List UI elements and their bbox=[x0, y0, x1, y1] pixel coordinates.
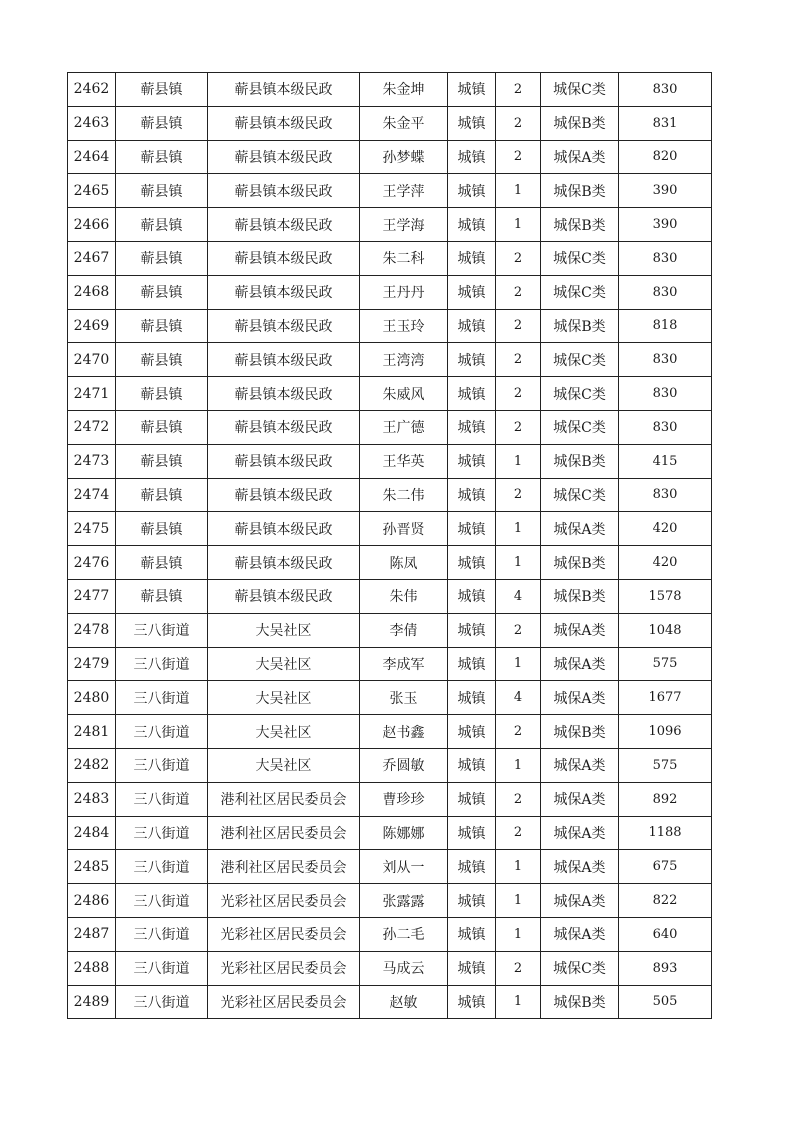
name-cell: 孙梦蝶 bbox=[360, 140, 448, 174]
name-cell: 朱金平 bbox=[360, 106, 448, 140]
serial-number-cell: 2465 bbox=[68, 174, 116, 208]
assistance-category-cell: 城保A类 bbox=[541, 512, 619, 546]
household-type-cell: 城镇 bbox=[448, 140, 496, 174]
assistance-category-cell: 城保B类 bbox=[541, 579, 619, 613]
assistance-category-cell: 城保A类 bbox=[541, 816, 619, 850]
serial-number-cell: 2471 bbox=[68, 377, 116, 411]
table-row bbox=[68, 444, 712, 478]
community-cell: 港利社区居民委员会 bbox=[208, 850, 360, 884]
assistance-category-cell: 城保A类 bbox=[541, 917, 619, 951]
assistance-category-cell: 城保A类 bbox=[541, 681, 619, 715]
town-cell: 三八街道 bbox=[116, 681, 208, 715]
table-row bbox=[68, 917, 712, 951]
table-row bbox=[68, 512, 712, 546]
household-size-cell: 2 bbox=[496, 309, 541, 343]
household-type-cell: 城镇 bbox=[448, 241, 496, 275]
table-row bbox=[68, 343, 712, 377]
town-cell: 蕲县镇 bbox=[116, 106, 208, 140]
name-cell: 王学海 bbox=[360, 208, 448, 242]
amount-cell: 822 bbox=[619, 884, 712, 918]
serial-number-cell: 2482 bbox=[68, 748, 116, 782]
assistance-category-cell: 城保B类 bbox=[541, 309, 619, 343]
name-cell: 朱二科 bbox=[360, 241, 448, 275]
table-row bbox=[68, 782, 712, 816]
town-cell: 蕲县镇 bbox=[116, 444, 208, 478]
household-type-cell: 城镇 bbox=[448, 748, 496, 782]
household-type-cell: 城镇 bbox=[448, 73, 496, 107]
serial-number-cell: 2472 bbox=[68, 410, 116, 444]
town-cell: 蕲县镇 bbox=[116, 309, 208, 343]
assistance-category-cell: 城保C类 bbox=[541, 377, 619, 411]
town-cell: 蕲县镇 bbox=[116, 512, 208, 546]
town-cell: 三八街道 bbox=[116, 816, 208, 850]
community-cell: 光彩社区居民委员会 bbox=[208, 884, 360, 918]
household-type-cell: 城镇 bbox=[448, 309, 496, 343]
town-cell: 三八街道 bbox=[116, 884, 208, 918]
table-row bbox=[68, 174, 712, 208]
amount-cell: 830 bbox=[619, 73, 712, 107]
household-size-cell: 2 bbox=[496, 73, 541, 107]
name-cell: 孙二毛 bbox=[360, 917, 448, 951]
assistance-category-cell: 城保C类 bbox=[541, 951, 619, 985]
household-size-cell: 1 bbox=[496, 850, 541, 884]
name-cell: 张玉 bbox=[360, 681, 448, 715]
household-size-cell: 2 bbox=[496, 106, 541, 140]
assistance-category-cell: 城保A类 bbox=[541, 647, 619, 681]
household-type-cell: 城镇 bbox=[448, 782, 496, 816]
household-size-cell: 2 bbox=[496, 241, 541, 275]
community-cell: 蕲县镇本级民政 bbox=[208, 275, 360, 309]
table-row bbox=[68, 850, 712, 884]
amount-cell: 830 bbox=[619, 275, 712, 309]
assistance-category-cell: 城保A类 bbox=[541, 782, 619, 816]
serial-number-cell: 2478 bbox=[68, 613, 116, 647]
assistance-category-cell: 城保A类 bbox=[541, 850, 619, 884]
table-row bbox=[68, 377, 712, 411]
table-row bbox=[68, 73, 712, 107]
household-type-cell: 城镇 bbox=[448, 917, 496, 951]
name-cell: 赵书鑫 bbox=[360, 715, 448, 749]
town-cell: 蕲县镇 bbox=[116, 478, 208, 512]
household-size-cell: 1 bbox=[496, 208, 541, 242]
serial-number-cell: 2479 bbox=[68, 647, 116, 681]
town-cell: 蕲县镇 bbox=[116, 241, 208, 275]
household-type-cell: 城镇 bbox=[448, 174, 496, 208]
amount-cell: 1578 bbox=[619, 579, 712, 613]
serial-number-cell: 2468 bbox=[68, 275, 116, 309]
serial-number-cell: 2475 bbox=[68, 512, 116, 546]
table-row bbox=[68, 681, 712, 715]
name-cell: 张露露 bbox=[360, 884, 448, 918]
table-row bbox=[68, 748, 712, 782]
table-row bbox=[68, 715, 712, 749]
amount-cell: 831 bbox=[619, 106, 712, 140]
community-cell: 大吴社区 bbox=[208, 681, 360, 715]
name-cell: 李成军 bbox=[360, 647, 448, 681]
table-row bbox=[68, 613, 712, 647]
amount-cell: 893 bbox=[619, 951, 712, 985]
table-row bbox=[68, 275, 712, 309]
name-cell: 曹珍珍 bbox=[360, 782, 448, 816]
serial-number-cell: 2480 bbox=[68, 681, 116, 715]
town-cell: 三八街道 bbox=[116, 613, 208, 647]
town-cell: 蕲县镇 bbox=[116, 73, 208, 107]
amount-cell: 390 bbox=[619, 174, 712, 208]
table-row bbox=[68, 647, 712, 681]
serial-number-cell: 2484 bbox=[68, 816, 116, 850]
community-cell: 蕲县镇本级民政 bbox=[208, 106, 360, 140]
household-size-cell: 2 bbox=[496, 343, 541, 377]
household-type-cell: 城镇 bbox=[448, 512, 496, 546]
community-cell: 蕲县镇本级民政 bbox=[208, 478, 360, 512]
town-cell: 三八街道 bbox=[116, 985, 208, 1019]
serial-number-cell: 2486 bbox=[68, 884, 116, 918]
amount-cell: 415 bbox=[619, 444, 712, 478]
town-cell: 蕲县镇 bbox=[116, 208, 208, 242]
household-type-cell: 城镇 bbox=[448, 985, 496, 1019]
table-row bbox=[68, 410, 712, 444]
table-row bbox=[68, 985, 712, 1019]
serial-number-cell: 2481 bbox=[68, 715, 116, 749]
household-size-cell: 1 bbox=[496, 512, 541, 546]
assistance-category-cell: 城保B类 bbox=[541, 174, 619, 208]
household-size-cell: 2 bbox=[496, 478, 541, 512]
community-cell: 光彩社区居民委员会 bbox=[208, 917, 360, 951]
name-cell: 王湾湾 bbox=[360, 343, 448, 377]
town-cell: 蕲县镇 bbox=[116, 377, 208, 411]
household-type-cell: 城镇 bbox=[448, 208, 496, 242]
household-size-cell: 1 bbox=[496, 917, 541, 951]
name-cell: 朱二伟 bbox=[360, 478, 448, 512]
household-size-cell: 1 bbox=[496, 174, 541, 208]
household-type-cell: 城镇 bbox=[448, 681, 496, 715]
community-cell: 蕲县镇本级民政 bbox=[208, 512, 360, 546]
household-size-cell: 1 bbox=[496, 546, 541, 580]
household-size-cell: 1 bbox=[496, 647, 541, 681]
household-type-cell: 城镇 bbox=[448, 343, 496, 377]
assistance-category-cell: 城保C类 bbox=[541, 275, 619, 309]
household-size-cell: 4 bbox=[496, 579, 541, 613]
assistance-category-cell: 城保A类 bbox=[541, 884, 619, 918]
table-row bbox=[68, 241, 712, 275]
name-cell: 马成云 bbox=[360, 951, 448, 985]
serial-number-cell: 2467 bbox=[68, 241, 116, 275]
community-cell: 蕲县镇本级民政 bbox=[208, 241, 360, 275]
town-cell: 三八街道 bbox=[116, 715, 208, 749]
amount-cell: 420 bbox=[619, 512, 712, 546]
household-type-cell: 城镇 bbox=[448, 715, 496, 749]
amount-cell: 818 bbox=[619, 309, 712, 343]
serial-number-cell: 2483 bbox=[68, 782, 116, 816]
town-cell: 蕲县镇 bbox=[116, 546, 208, 580]
community-cell: 蕲县镇本级民政 bbox=[208, 444, 360, 478]
serial-number-cell: 2463 bbox=[68, 106, 116, 140]
name-cell: 朱威风 bbox=[360, 377, 448, 411]
town-cell: 三八街道 bbox=[116, 647, 208, 681]
serial-number-cell: 2464 bbox=[68, 140, 116, 174]
household-size-cell: 1 bbox=[496, 884, 541, 918]
table-row bbox=[68, 106, 712, 140]
community-cell: 大吴社区 bbox=[208, 613, 360, 647]
household-type-cell: 城镇 bbox=[448, 444, 496, 478]
name-cell: 刘从一 bbox=[360, 850, 448, 884]
assistance-category-cell: 城保B类 bbox=[541, 546, 619, 580]
assistance-category-cell: 城保C类 bbox=[541, 410, 619, 444]
community-cell: 港利社区居民委员会 bbox=[208, 782, 360, 816]
assistance-category-cell: 城保B类 bbox=[541, 444, 619, 478]
amount-cell: 390 bbox=[619, 208, 712, 242]
name-cell: 陈娜娜 bbox=[360, 816, 448, 850]
amount-cell: 820 bbox=[619, 140, 712, 174]
household-size-cell: 4 bbox=[496, 681, 541, 715]
community-cell: 大吴社区 bbox=[208, 715, 360, 749]
serial-number-cell: 2474 bbox=[68, 478, 116, 512]
household-type-cell: 城镇 bbox=[448, 410, 496, 444]
community-cell: 蕲县镇本级民政 bbox=[208, 208, 360, 242]
table-row bbox=[68, 208, 712, 242]
town-cell: 蕲县镇 bbox=[116, 410, 208, 444]
name-cell: 王玉玲 bbox=[360, 309, 448, 343]
serial-number-cell: 2476 bbox=[68, 546, 116, 580]
assistance-category-cell: 城保C类 bbox=[541, 343, 619, 377]
household-size-cell: 2 bbox=[496, 275, 541, 309]
name-cell: 陈凤 bbox=[360, 546, 448, 580]
serial-number-cell: 2487 bbox=[68, 917, 116, 951]
town-cell: 三八街道 bbox=[116, 917, 208, 951]
community-cell: 蕲县镇本级民政 bbox=[208, 140, 360, 174]
name-cell: 朱伟 bbox=[360, 579, 448, 613]
town-cell: 蕲县镇 bbox=[116, 579, 208, 613]
household-size-cell: 2 bbox=[496, 715, 541, 749]
serial-number-cell: 2462 bbox=[68, 73, 116, 107]
name-cell: 王华英 bbox=[360, 444, 448, 478]
amount-cell: 420 bbox=[619, 546, 712, 580]
community-cell: 港利社区居民委员会 bbox=[208, 816, 360, 850]
assistance-category-cell: 城保A类 bbox=[541, 613, 619, 647]
amount-cell: 830 bbox=[619, 241, 712, 275]
amount-cell: 675 bbox=[619, 850, 712, 884]
town-cell: 三八街道 bbox=[116, 748, 208, 782]
assistance-category-cell: 城保C类 bbox=[541, 73, 619, 107]
community-cell: 蕲县镇本级民政 bbox=[208, 410, 360, 444]
amount-cell: 1677 bbox=[619, 681, 712, 715]
town-cell: 蕲县镇 bbox=[116, 275, 208, 309]
household-type-cell: 城镇 bbox=[448, 377, 496, 411]
assistance-category-cell: 城保B类 bbox=[541, 106, 619, 140]
name-cell: 朱金坤 bbox=[360, 73, 448, 107]
table-row bbox=[68, 579, 712, 613]
community-cell: 蕲县镇本级民政 bbox=[208, 377, 360, 411]
town-cell: 蕲县镇 bbox=[116, 140, 208, 174]
name-cell: 王丹丹 bbox=[360, 275, 448, 309]
assistance-category-cell: 城保B类 bbox=[541, 715, 619, 749]
community-cell: 蕲县镇本级民政 bbox=[208, 343, 360, 377]
table-body bbox=[68, 73, 712, 1019]
amount-cell: 892 bbox=[619, 782, 712, 816]
household-size-cell: 2 bbox=[496, 410, 541, 444]
assistance-category-cell: 城保C类 bbox=[541, 241, 619, 275]
table-row bbox=[68, 816, 712, 850]
serial-number-cell: 2485 bbox=[68, 850, 116, 884]
roster-table bbox=[67, 72, 712, 1019]
serial-number-cell: 2488 bbox=[68, 951, 116, 985]
amount-cell: 830 bbox=[619, 343, 712, 377]
household-type-cell: 城镇 bbox=[448, 579, 496, 613]
amount-cell: 1048 bbox=[619, 613, 712, 647]
serial-number-cell: 2470 bbox=[68, 343, 116, 377]
amount-cell: 1188 bbox=[619, 816, 712, 850]
community-cell: 蕲县镇本级民政 bbox=[208, 309, 360, 343]
community-cell: 蕲县镇本级民政 bbox=[208, 73, 360, 107]
town-cell: 三八街道 bbox=[116, 951, 208, 985]
community-cell: 大吴社区 bbox=[208, 647, 360, 681]
amount-cell: 575 bbox=[619, 647, 712, 681]
community-cell: 蕲县镇本级民政 bbox=[208, 546, 360, 580]
community-cell: 光彩社区居民委员会 bbox=[208, 951, 360, 985]
household-type-cell: 城镇 bbox=[448, 106, 496, 140]
serial-number-cell: 2477 bbox=[68, 579, 116, 613]
community-cell: 光彩社区居民委员会 bbox=[208, 985, 360, 1019]
name-cell: 赵敏 bbox=[360, 985, 448, 1019]
community-cell: 蕲县镇本级民政 bbox=[208, 174, 360, 208]
household-size-cell: 2 bbox=[496, 782, 541, 816]
household-type-cell: 城镇 bbox=[448, 850, 496, 884]
household-type-cell: 城镇 bbox=[448, 647, 496, 681]
household-type-cell: 城镇 bbox=[448, 951, 496, 985]
table-row bbox=[68, 546, 712, 580]
name-cell: 王广德 bbox=[360, 410, 448, 444]
community-cell: 蕲县镇本级民政 bbox=[208, 579, 360, 613]
household-size-cell: 1 bbox=[496, 444, 541, 478]
name-cell: 李倩 bbox=[360, 613, 448, 647]
household-type-cell: 城镇 bbox=[448, 275, 496, 309]
town-cell: 蕲县镇 bbox=[116, 174, 208, 208]
household-type-cell: 城镇 bbox=[448, 546, 496, 580]
amount-cell: 575 bbox=[619, 748, 712, 782]
town-cell: 三八街道 bbox=[116, 782, 208, 816]
assistance-category-cell: 城保A类 bbox=[541, 140, 619, 174]
assistance-category-cell: 城保B类 bbox=[541, 208, 619, 242]
assistance-category-cell: 城保C类 bbox=[541, 478, 619, 512]
name-cell: 孙晋贤 bbox=[360, 512, 448, 546]
serial-number-cell: 2466 bbox=[68, 208, 116, 242]
amount-cell: 1096 bbox=[619, 715, 712, 749]
assistance-category-cell: 城保A类 bbox=[541, 748, 619, 782]
table-row bbox=[68, 478, 712, 512]
amount-cell: 640 bbox=[619, 917, 712, 951]
name-cell: 乔圆敏 bbox=[360, 748, 448, 782]
household-size-cell: 2 bbox=[496, 613, 541, 647]
serial-number-cell: 2469 bbox=[68, 309, 116, 343]
amount-cell: 830 bbox=[619, 377, 712, 411]
household-size-cell: 2 bbox=[496, 377, 541, 411]
amount-cell: 505 bbox=[619, 985, 712, 1019]
household-type-cell: 城镇 bbox=[448, 613, 496, 647]
household-size-cell: 1 bbox=[496, 985, 541, 1019]
table-row bbox=[68, 140, 712, 174]
household-size-cell: 2 bbox=[496, 951, 541, 985]
table-row bbox=[68, 884, 712, 918]
name-cell: 王学萍 bbox=[360, 174, 448, 208]
household-size-cell: 2 bbox=[496, 816, 541, 850]
table-row bbox=[68, 951, 712, 985]
amount-cell: 830 bbox=[619, 410, 712, 444]
household-size-cell: 2 bbox=[496, 140, 541, 174]
household-type-cell: 城镇 bbox=[448, 884, 496, 918]
table-row bbox=[68, 309, 712, 343]
household-size-cell: 1 bbox=[496, 748, 541, 782]
serial-number-cell: 2473 bbox=[68, 444, 116, 478]
household-type-cell: 城镇 bbox=[448, 478, 496, 512]
household-type-cell: 城镇 bbox=[448, 816, 496, 850]
amount-cell: 830 bbox=[619, 478, 712, 512]
assistance-category-cell: 城保B类 bbox=[541, 985, 619, 1019]
town-cell: 三八街道 bbox=[116, 850, 208, 884]
town-cell: 蕲县镇 bbox=[116, 343, 208, 377]
community-cell: 大吴社区 bbox=[208, 748, 360, 782]
serial-number-cell: 2489 bbox=[68, 985, 116, 1019]
